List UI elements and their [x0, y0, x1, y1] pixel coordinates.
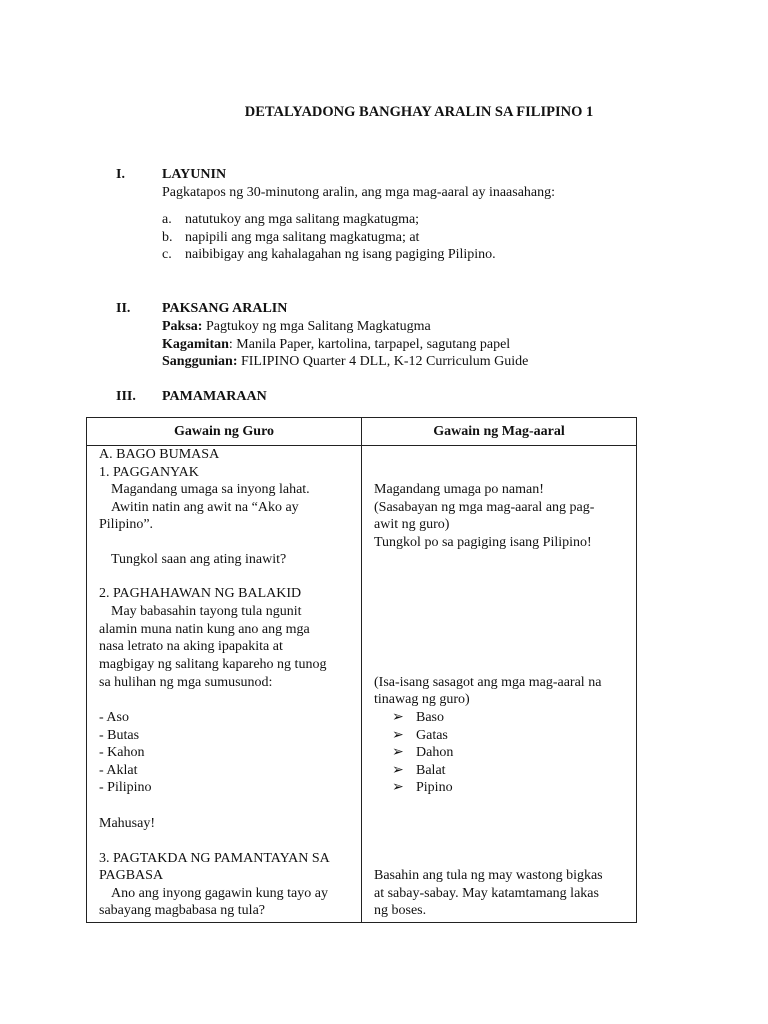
header-gawain-magaaral: Gawain ng Mag-aaral: [362, 418, 637, 446]
section-heading: LAYUNIN: [162, 167, 227, 182]
guro-line: magbigay ng salitang kapareho ng tunog: [99, 657, 327, 672]
magaaral-line: Tungkol po sa pagiging isang Pilipino!: [374, 535, 592, 550]
guro-line: 1. PAGGANYAK: [99, 465, 199, 480]
answer-item: [392, 779, 453, 797]
answer-text: Balat: [416, 763, 446, 778]
magaaral-line: awit ng guro): [374, 517, 450, 532]
word-item: - Kahon: [99, 745, 145, 760]
answer-item: [392, 762, 446, 780]
magaaral-line: Basahin ang tula ng may wastong bigkas: [374, 868, 603, 883]
guro-line: Awitin natin ang awit na “Ako ay: [111, 500, 299, 515]
header-gawain-guro: Gawain ng Guro: [87, 418, 362, 446]
answer-text: Pipino: [416, 780, 453, 795]
magaaral-line: (Isa-isang sasagot ang mga mag-aaral na: [374, 675, 602, 690]
guro-line: alamin muna natin kung ano ang mga: [99, 622, 310, 637]
objective-text: naibibigay ang kahalagahan ng isang pagiging Pilipino.: [185, 247, 496, 262]
sanggunian-line: [162, 353, 528, 371]
objective-item: [162, 229, 419, 247]
magaaral-line: ng boses.: [374, 903, 427, 918]
objective-text: natutukoy ang mga salitang magkatugma;: [185, 212, 420, 227]
section-numeral: III.: [116, 389, 136, 404]
word-item: - Aso: [99, 710, 129, 725]
sanggunian-value: FILIPINO Quarter 4 DLL, K-12 Curriculum Guide: [237, 354, 529, 369]
section-heading: PAMAMARAAN: [162, 389, 267, 404]
objective-item: [162, 211, 419, 229]
paksa-label: Paksa:: [162, 319, 203, 334]
objective-letter: b.: [162, 230, 173, 245]
guro-line: nasa letrato na aking ipapakita at: [99, 639, 283, 654]
word-item: - Butas: [99, 728, 140, 743]
objective-letter: a.: [162, 212, 172, 227]
guro-line: Pilipino”.: [99, 517, 154, 532]
answer-item: [392, 744, 453, 762]
section-heading: PAKSANG ARALIN: [162, 301, 288, 316]
guro-line: 3. PAGTAKDA NG PAMANTAYAN SA: [99, 851, 330, 866]
kagamitan-line: [162, 336, 510, 354]
magaaral-line: (Sasabayan ng mga mag-aaral ang pag-: [374, 500, 595, 515]
objective-item: [162, 246, 496, 264]
table-row: [87, 446, 637, 923]
paksa-value: Pagtukoy ng mga Salitang Magkatugma: [202, 319, 431, 334]
magaaral-line: tinawag ng guro): [374, 692, 470, 707]
section-numeral: II.: [116, 301, 131, 316]
magaaral-line: at sabay-sabay. May katamtamang lakas: [374, 886, 599, 901]
answer-text: Baso: [416, 710, 444, 725]
layunin-intro: Pagkatapos ng 30-minutong aralin, ang mga mag-aaral ay inaasahang:: [162, 185, 556, 200]
arrow-bullet-icon: ➢: [392, 710, 404, 725]
guro-line: sabayang magbabasa ng tula?: [99, 903, 265, 918]
objective-letter: c.: [162, 247, 172, 262]
guro-line: Mahusay!: [99, 816, 155, 831]
guro-line: Tungkol saan ang ating inawit?: [111, 552, 287, 567]
answer-text: Gatas: [416, 728, 448, 743]
guro-line: Ano ang inyong gagawin kung tayo ay: [111, 886, 328, 901]
guro-cell: [87, 446, 362, 923]
section-numeral: I.: [116, 167, 125, 182]
answer-text: Dahon: [416, 745, 454, 760]
guro-line: May babasahin tayong tula ngunit: [111, 604, 302, 619]
guro-line: A. BAGO BUMASA: [99, 447, 220, 462]
arrow-bullet-icon: ➢: [392, 763, 404, 778]
word-item: - Pilipino: [99, 780, 152, 795]
paksa-line: [162, 318, 431, 336]
answer-item: [392, 709, 444, 727]
guro-line: 2. PAGHAHAWAN NG BALAKID: [99, 586, 302, 601]
guro-line: sa hulihan ng mga sumusunod:: [99, 675, 273, 690]
kagamitan-label: Kagamitan: [162, 337, 229, 352]
guro-line: PAGBASA: [99, 868, 164, 883]
word-item: - Aklat: [99, 763, 138, 778]
document-title: DETALYADONG BANGHAY ARALIN SA FILIPINO 1: [244, 104, 594, 120]
procedure-table: [86, 417, 637, 923]
magaaral-cell: [362, 446, 637, 923]
table-header-row: [87, 418, 637, 446]
kagamitan-value: : Manila Paper, kartolina, tarpapel, sagutang papel: [228, 337, 511, 352]
answer-item: [392, 727, 448, 745]
sanggunian-label: Sanggunian:: [162, 354, 238, 369]
arrow-bullet-icon: ➢: [392, 728, 404, 743]
objective-text: napipili ang mga salitang magkatugma; at: [185, 230, 420, 245]
guro-line: Magandang umaga sa inyong lahat.: [111, 482, 310, 497]
magaaral-line: Magandang umaga po naman!: [374, 482, 544, 497]
arrow-bullet-icon: ➢: [392, 780, 404, 795]
arrow-bullet-icon: ➢: [392, 745, 404, 760]
